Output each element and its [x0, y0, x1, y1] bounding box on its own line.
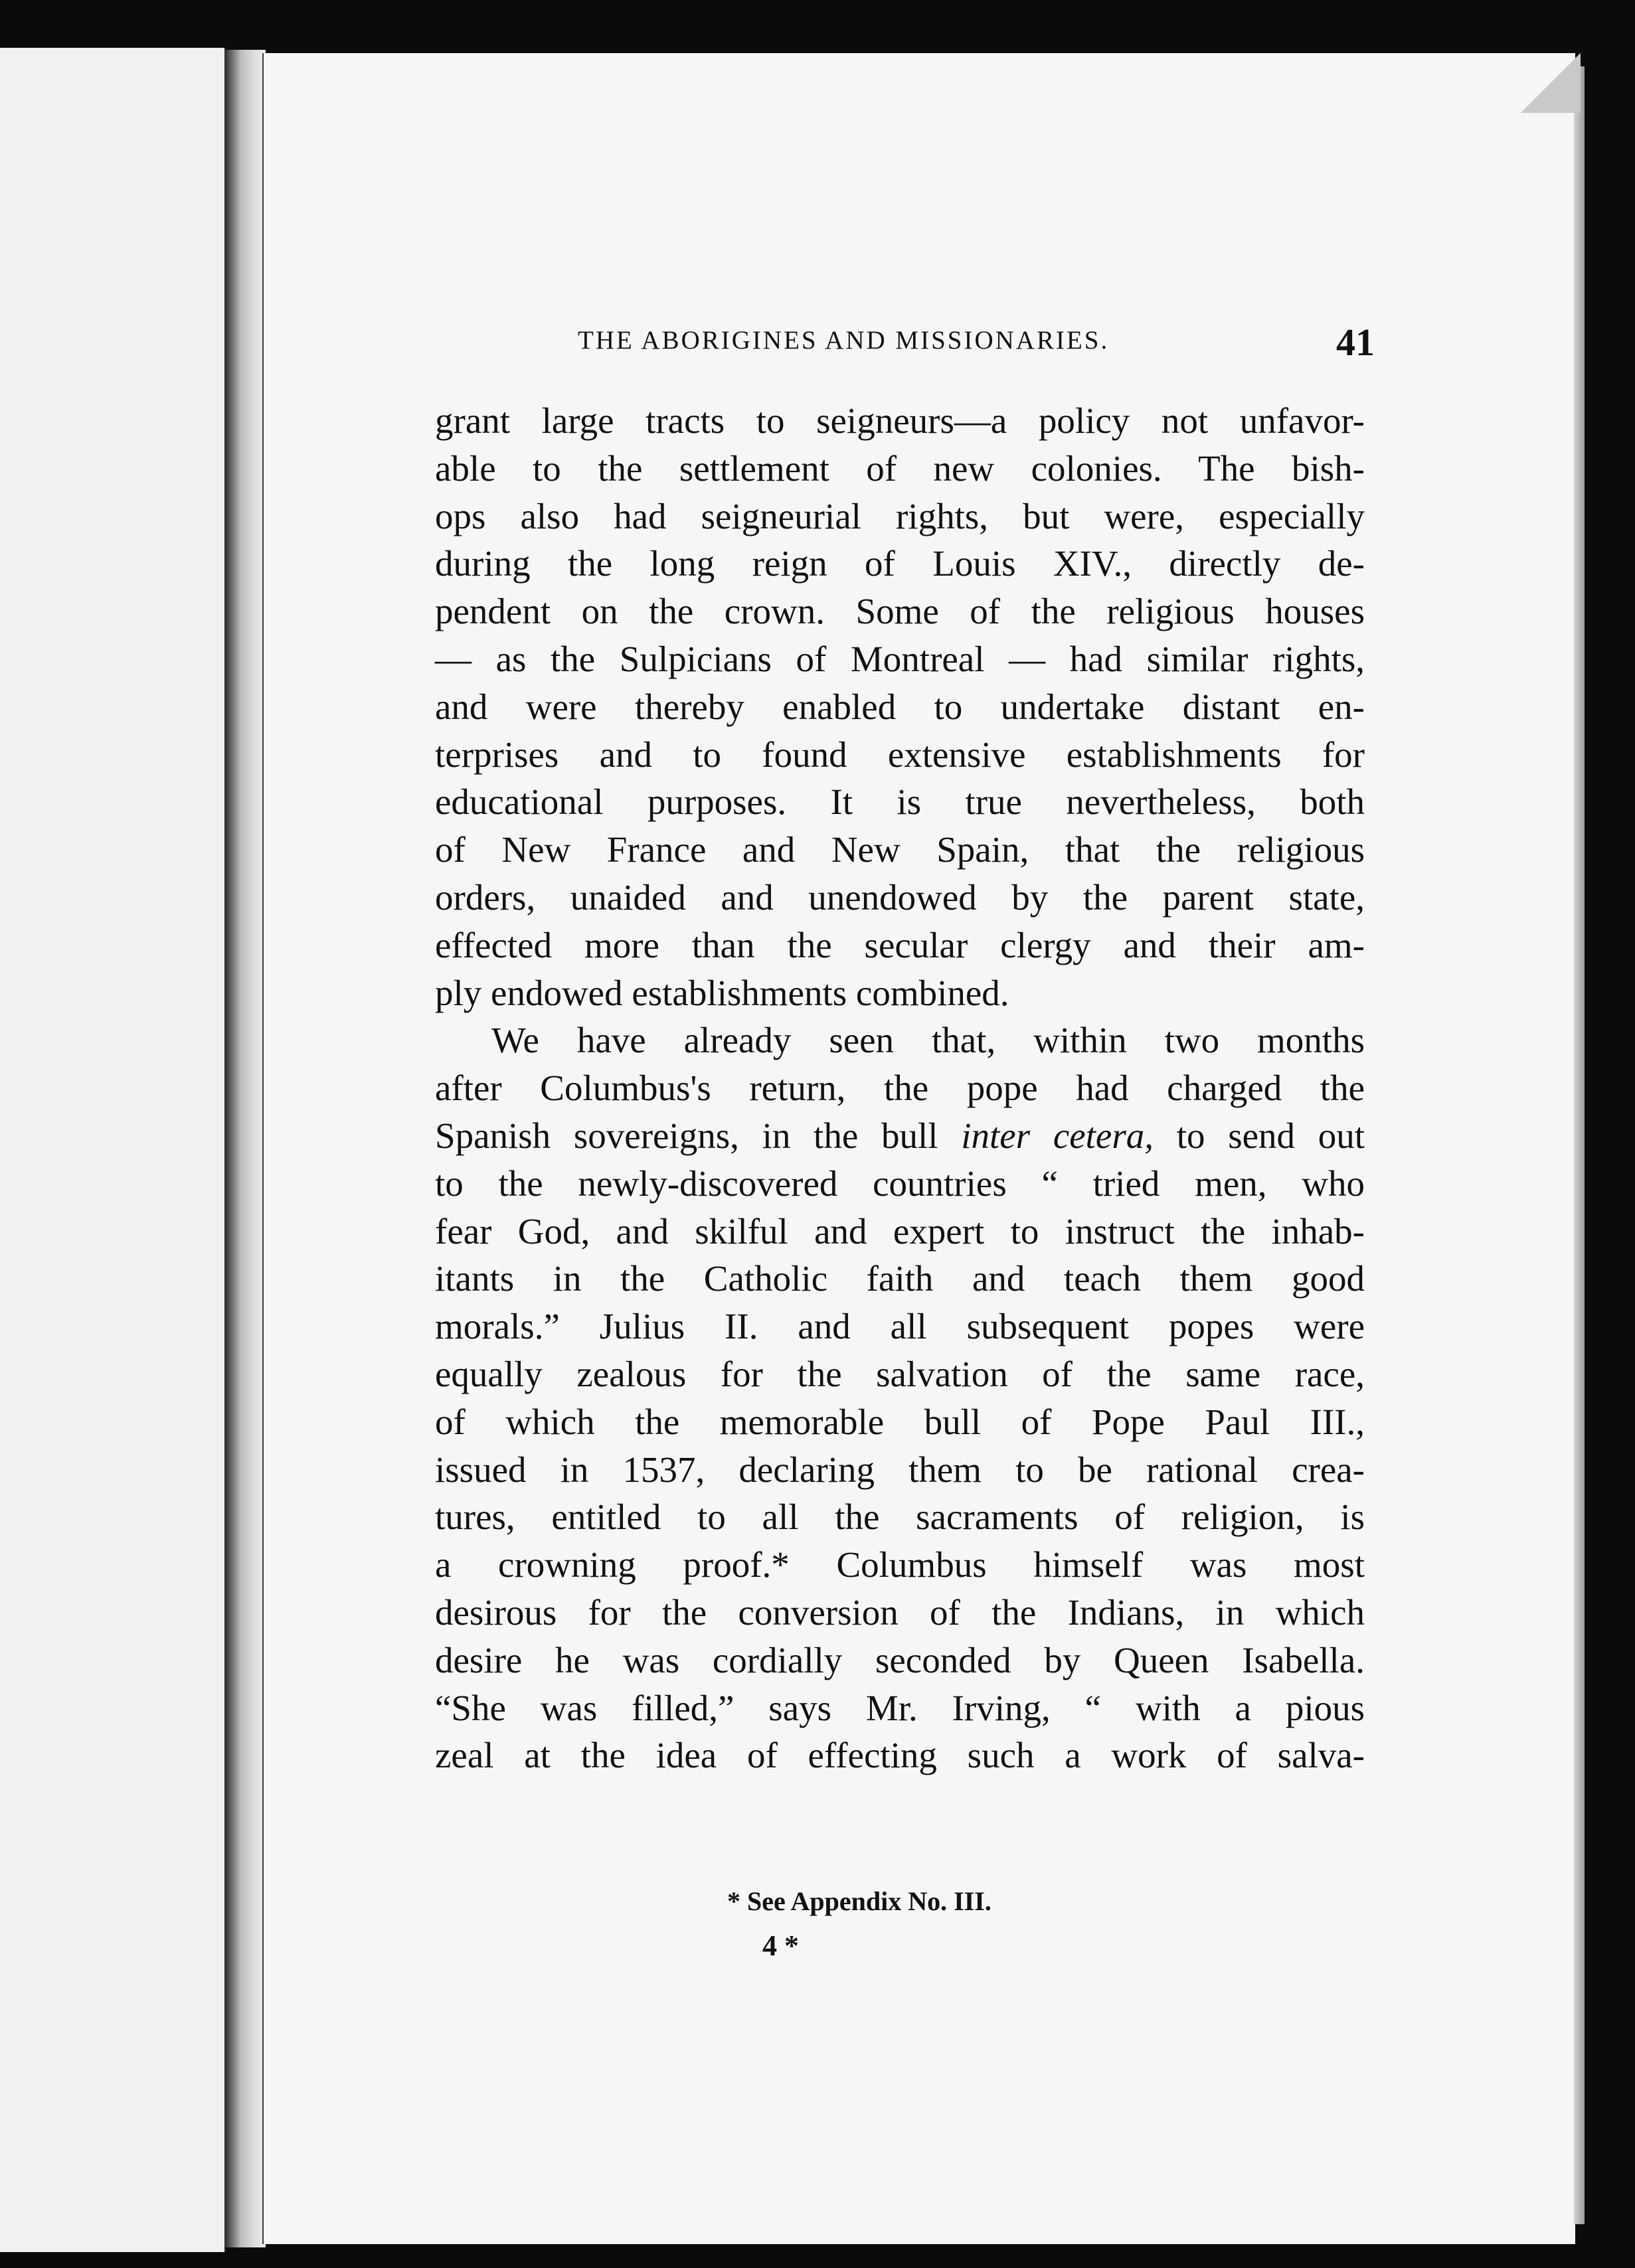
text-line: ply endowed establishments combined. [435, 972, 1009, 1013]
page-corner-fold [1521, 53, 1581, 113]
text-run: Spanish sovereigns, in the bull [435, 1115, 962, 1156]
italic-phrase: inter cetera, [961, 1115, 1154, 1156]
footnote: * See Appendix No. III. [727, 1886, 991, 1916]
text-line: a crowning proof.* Columbus himself was most [435, 1544, 1365, 1585]
running-head: THE ABORIGINES AND MISSIONARIES. [578, 326, 1110, 355]
text-line: terprises and to found extensive establishments for [435, 734, 1365, 775]
text-line: educational purposes. It is true nevertheless, both [435, 781, 1365, 823]
body-text [435, 397, 1365, 1779]
page-edge [1574, 66, 1585, 2224]
text-line: zeal at the idea of effecting such a work of salva- [435, 1735, 1365, 1776]
text-line: grant large tracts to seigneurs—a policy not unfavor- [435, 400, 1365, 441]
text-line: of New France and New Spain, that the religious [435, 829, 1365, 870]
text-line: fear God, and skilful and expert to instruct the inhab- [435, 1210, 1365, 1252]
text-line: itants in the Catholic faith and teach them good [435, 1258, 1365, 1299]
text-line: pendent on the crown. Some of the religious houses [435, 591, 1365, 632]
text-run: to send out [1154, 1115, 1365, 1156]
text-line: tures, entitled to all the sacraments of religion, is [435, 1497, 1365, 1538]
text-line: and were thereby enabled to undertake distant en- [435, 686, 1365, 727]
text-line: effected more than the secular clergy and their am- [435, 924, 1365, 965]
text-line: morals.” Julius II. and all subsequent popes were [435, 1306, 1365, 1347]
text-line: able to the settlement of new colonies. The bish- [435, 447, 1365, 489]
text-line: desire he was cordially seconded by Queen Isabella. [435, 1639, 1365, 1680]
text-line: We have already seen that, within two months [491, 1020, 1365, 1061]
text-line: issued in 1537, declaring them to be rational crea- [435, 1449, 1365, 1490]
text-line: “She was filled,” says Mr. Irving, “ with a pious [435, 1687, 1365, 1728]
text-line: — as the Sulpicians of Montreal — had similar rights, [435, 638, 1365, 679]
text-line: desirous for the conversion of the Indians, in which [435, 1591, 1365, 1633]
signature-mark: 4 * [762, 1929, 799, 1962]
text-line: equally zealous for the salvation of the same race, [435, 1353, 1365, 1394]
text-line: to the newly-discovered countries “ tried men, who [435, 1163, 1365, 1204]
page-number: 41 [1336, 321, 1375, 364]
text-line: orders, unaided and unendowed by the parent state, [435, 876, 1365, 918]
text-line: after Columbus's return, the pope had charged the [435, 1068, 1365, 1109]
text-line-with-italic [435, 1112, 1365, 1160]
left-page [0, 48, 226, 2252]
text-line: ops also had seigneurial rights, but were, especially [435, 495, 1365, 536]
book-gutter [224, 50, 266, 2247]
text-line: during the long reign of Louis XIV., directly de- [435, 543, 1365, 584]
text-line: of which the memorable bull of Pope Paul III., [435, 1401, 1365, 1442]
